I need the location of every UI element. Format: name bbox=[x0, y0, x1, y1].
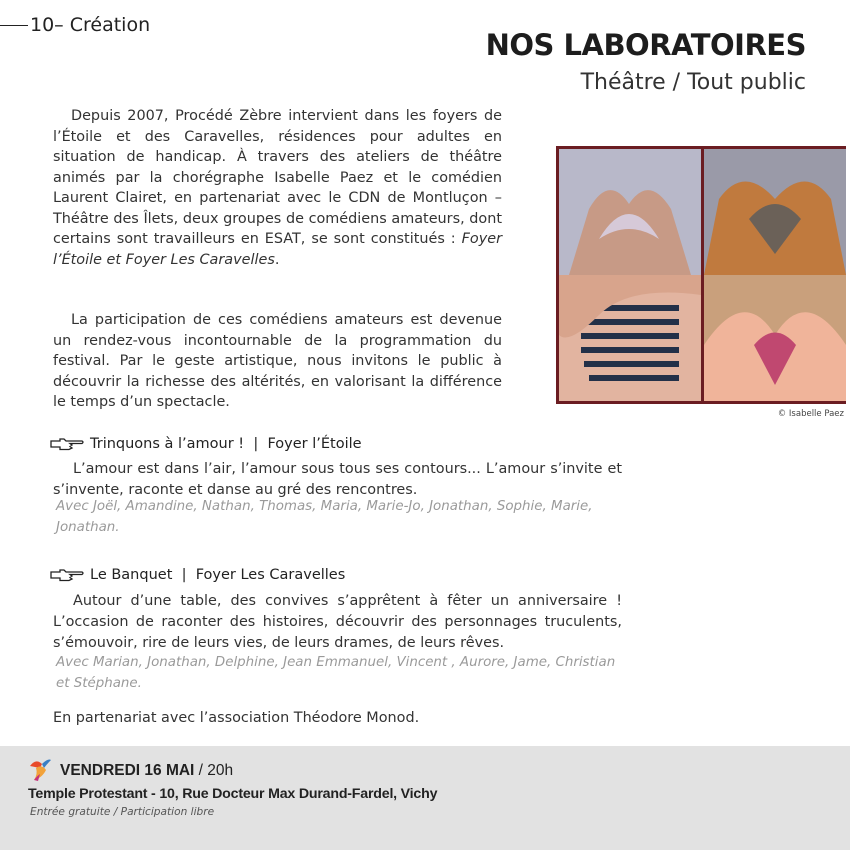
show-group: Foyer l’Étoile bbox=[267, 436, 362, 452]
photo-tile-2 bbox=[704, 149, 846, 275]
partner-note: En partenariat avec l’association Théodore Monod. bbox=[53, 710, 420, 726]
event-day: VENDREDI 16 MAI bbox=[60, 762, 195, 779]
show-heading-1 bbox=[50, 436, 362, 452]
intro-paragraph-2: La participation de ces comédiens amateurs est devenue un rendez-vous incontournable de la programmation du festival. Par le geste artistique, nous invitons le public à découvrir la richesse des altérités, en valorisant la différence le temps d’un spectacle. bbox=[53, 312, 502, 410]
intro-text-1c: . bbox=[274, 251, 280, 268]
show-group: Foyer Les Caravelles bbox=[195, 567, 346, 583]
pointing-hand-icon bbox=[50, 568, 84, 582]
show-title: Le Banquet bbox=[90, 567, 173, 583]
photo-tile-3 bbox=[559, 275, 701, 401]
photo-credit: © Isabelle Paez bbox=[777, 409, 844, 419]
bird-logo-icon bbox=[28, 756, 52, 782]
photo-tile-1 bbox=[559, 149, 701, 275]
intro-groups-italic: Foyer l’Étoile et Foyer Les Caravelles bbox=[53, 231, 502, 268]
show-heading-2 bbox=[50, 567, 345, 583]
heading-separator: | bbox=[181, 567, 187, 583]
intro-paragraph-1 bbox=[53, 106, 502, 270]
page-title: NOS LABORATOIRES bbox=[485, 28, 806, 62]
heading-separator: | bbox=[253, 436, 259, 452]
intro-text-1a: Depuis 2007, Procédé Zèbre intervient dans les foyers de l’Étoile et des Caravelles, résidences pour adultes en situation de handicap. À travers des ateliers de théâtre animés par la chorégraphe Isabelle Paez et le comédien Laurent Clairet, en partenariat avec le CDN de Montluçon – Théâtre des Îlets, deux groupes de comédiens amateurs, dont certains sont travailleurs en ESAT, se sont constitués : bbox=[53, 108, 502, 247]
event-time: / 20h bbox=[194, 762, 234, 779]
section-number bbox=[0, 14, 150, 36]
pointing-hand-icon bbox=[50, 437, 84, 451]
show-description-1: L’amour est dans l’air, l’amour sous tous ses contours... L’amour s’invite et s’invente, raconte et danse au gré des rencontres. bbox=[53, 461, 622, 498]
show-cast-1: Avec Joël, Amandine, Nathan, Thomas, Maria, Marie-Jo, Jonathan, Sophie, Marie, Jonathan. bbox=[56, 499, 593, 535]
show-description-2: Autour d’une table, des convives s’apprêtent à fêter un anniversaire ! L’occasion de raconter des histoires, découvrir des personnages truculents, s’émouvoir, rire de leurs vies, de leurs drames, de leurs rêves. bbox=[53, 593, 622, 651]
page-subtitle: Théâtre / Tout public bbox=[580, 70, 806, 95]
event-venue: Temple Protestant - 10, Rue Docteur Max Durand-Fardel, Vichy bbox=[28, 786, 438, 802]
show-cast-2: Avec Marian, Jonathan, Delphine, Jean Emmanuel, Vincent , Aurore, Jame, Christian et Stéphane. bbox=[56, 655, 616, 691]
section-label: 10– Création bbox=[30, 14, 151, 36]
show-title: Trinquons à l’amour ! bbox=[90, 436, 245, 452]
event-date bbox=[60, 762, 233, 780]
event-price: Entrée gratuite / Participation libre bbox=[30, 806, 215, 818]
hands-heart-photo bbox=[556, 146, 846, 404]
photo-tile-4 bbox=[704, 275, 846, 401]
section-rule bbox=[0, 25, 28, 26]
